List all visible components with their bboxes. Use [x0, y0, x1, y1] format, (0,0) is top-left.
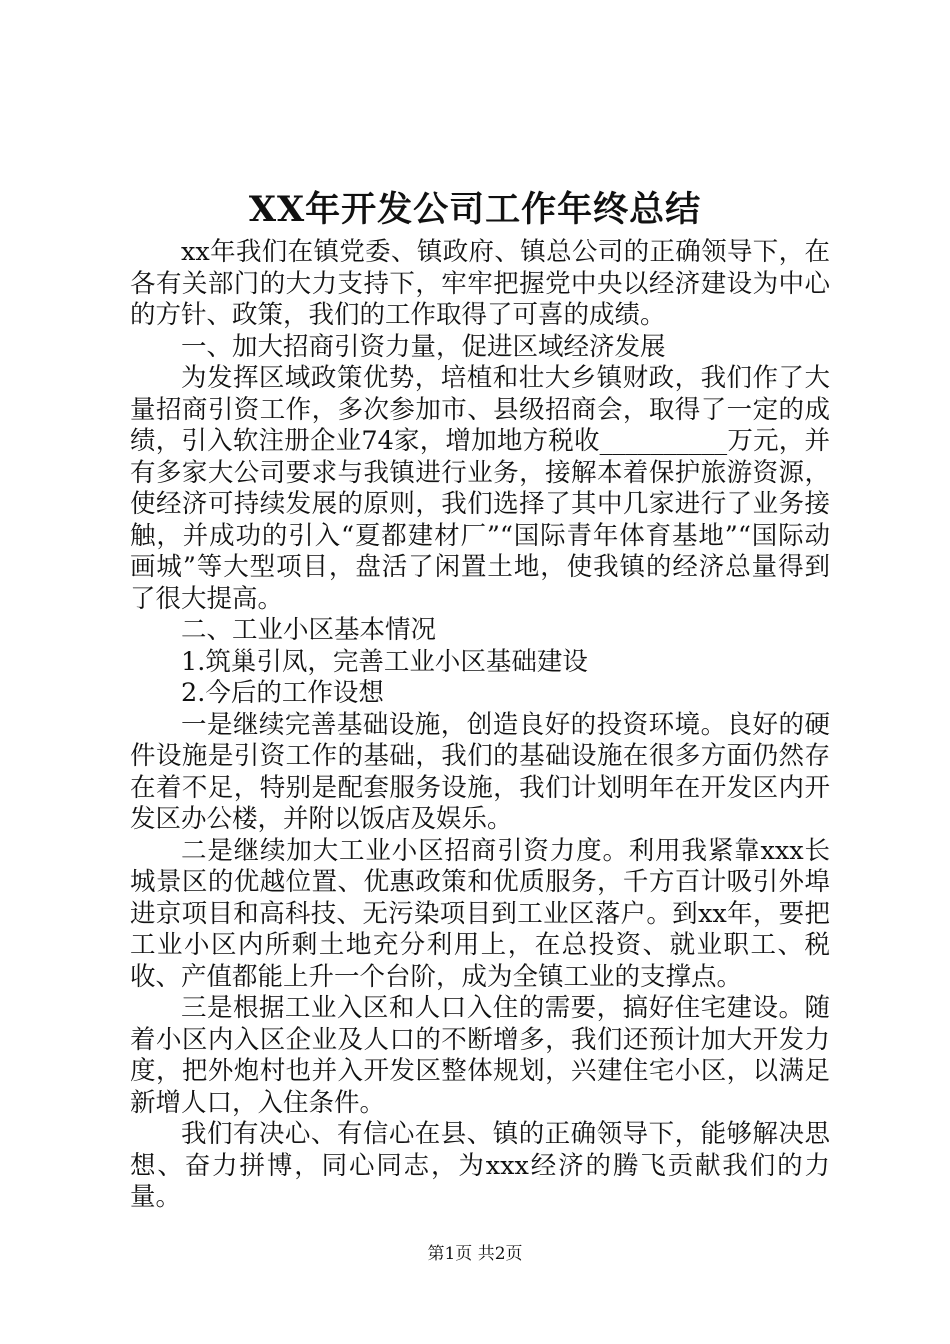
- paragraph-plan-1: 一是继续完善基础设施，创造良好的投资环境。良好的硬件设施是引资工作的基础，我们的基础设施在很多方面仍然存在着不足，特别是配套服务设施，我们计划明年在开发区内开发区办公楼，并附以饭店及娱乐。: [130, 709, 830, 834]
- heading-section-1: 一、加大招商引资力量，促进区域经济发展: [181, 331, 666, 362]
- paragraph-intro: xx年我们在镇党委、镇政府、镇总公司的正确领导下，在各有关部门的大力支持下，牢牢把握党中央以经济建设为中心的方针、政策，我们的工作取得了可喜的成绩。: [130, 237, 830, 330]
- heading-section-2: 二、工业小区基本情况: [181, 615, 437, 645]
- paragraph-conclusion: 我们有决心、有信心在县、镇的正确领导下，能够解决思想、奋力拼博，同心同志，为xxx经济的腾飞贡献我们的力量。: [130, 1119, 830, 1212]
- page-number-footer: 第1页 共2页: [427, 1244, 523, 1264]
- document-body: [130, 237, 830, 1214]
- document-title: XX年开发公司工作年终总结: [248, 189, 702, 230]
- paragraph-plan-3: 三是根据工业入区和人口入住的需要，搞好住宅建设。随着小区内入区企业及人口的不断增多，我们还预计加大开发力度，把外炮村也并入开发区整体规划，兴建住宅小区，以满足新增人口，入住条件。: [130, 993, 830, 1118]
- subheading-1: 1.筑巢引凤，完善工业小区基础建设: [181, 646, 588, 677]
- paragraph-plan-2: 二是继续加大工业小区招商引资力度。利用我紧靠xxx长城景区的优越位置、优惠政策和优质服务，千方百计吸引外埠进京项目和高科技、无污染项目到工业区落户。到xx年，要把工业小区内所剩土地充分利用上，在总投资、就业职工、税收、产值都能上升一个台阶，成为全镇工业的支撑点。: [130, 835, 830, 992]
- subheading-2: 2.今后的工作设想: [181, 678, 384, 708]
- paragraph-investment: 为发挥区域政策优势，培植和壮大乡镇财政，我们作了大量招商引资工作，多次参加市、县级招商会，取得了一定的成绩，引入软注册企业74家，增加地方税收__________万元，并有多家大公司要求与我镇进行业务，接解本着保护旅游资源，使经济可持续发展的原则，我们选择了其中几家进行了业务接触，并成功的引入“夏都建材厂”“国际青年体育基地”“国际动画城”等大型项目，盘活了闲置土地，使我镇的经济总量得到了很大提高。: [130, 363, 830, 614]
